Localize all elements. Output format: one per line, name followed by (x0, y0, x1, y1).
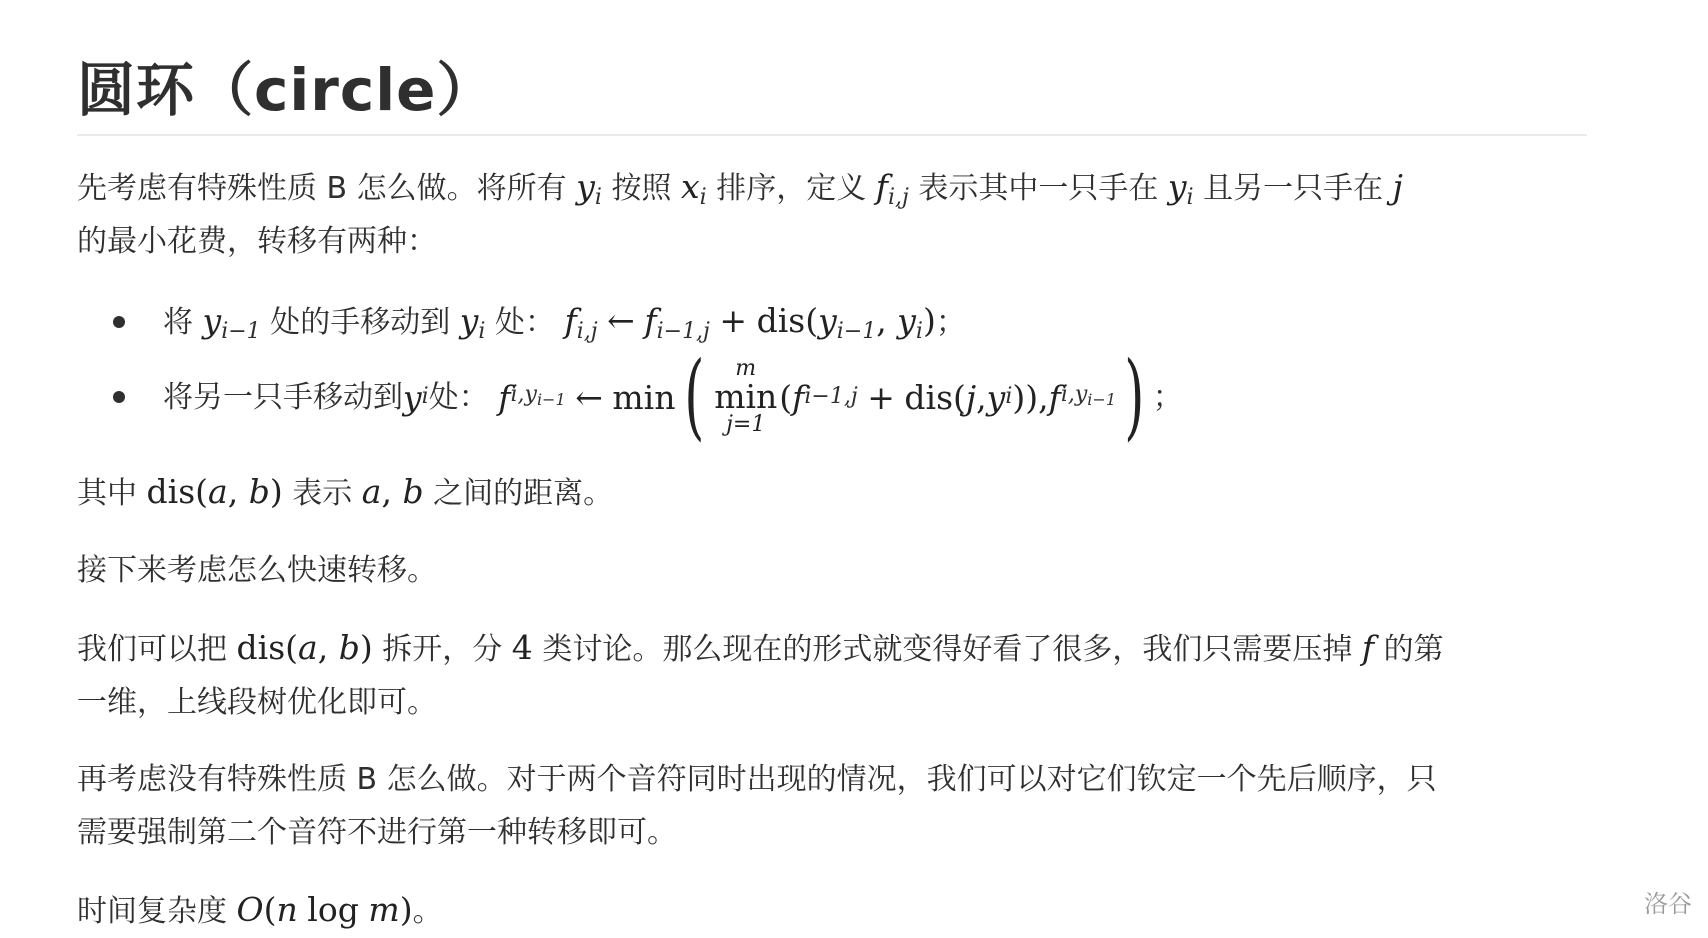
text: 排序，定义 (706, 171, 876, 206)
math-sub-i: i (1186, 185, 1194, 210)
math-x: x (680, 167, 700, 206)
text: 我们可以把 (77, 632, 237, 667)
math-paren: ) (399, 890, 413, 929)
text: 时间复杂度 (77, 894, 237, 929)
math-sub (1060, 381, 1116, 409)
math-comma: , (1038, 377, 1049, 417)
paragraph-intro (77, 160, 1587, 268)
math-plus: + (719, 301, 748, 340)
text: 按照 (601, 171, 681, 206)
math-comma: , (381, 472, 403, 511)
math-sub: i−1 (836, 319, 877, 344)
paragraph-complexity (77, 883, 1587, 938)
bullet-dot (113, 391, 125, 403)
math-f: f (644, 301, 657, 340)
text: 表示 (282, 476, 362, 511)
paragraph-fast-transition: 接下来考虑怎么快速转移。 (77, 553, 437, 588)
math-f: f (564, 301, 577, 340)
section-title: 圆环（circle） (77, 56, 496, 124)
math-arrow: ← (607, 301, 635, 340)
math-y: y (459, 301, 479, 340)
math-f: f (875, 167, 888, 206)
math-j: j (965, 377, 977, 417)
math-m: m (368, 890, 400, 929)
math-f: f (1048, 377, 1061, 417)
text: 之间的距离。 (423, 476, 614, 511)
math-y: y (818, 301, 837, 340)
math-paren: ) (1025, 377, 1039, 417)
math-sub: i−1,j (656, 319, 710, 344)
list-item-transition-2: 将另一只手移动到 y i 处： f $i,y_{i-1}$ ← min ( m min j=1 ( f i−1,j + dis ( j , y i ) ) , f $i,y_{i-1}$ ) ； (113, 351, 1587, 443)
math-paren: ( (285, 628, 299, 667)
math-paren: ) (922, 301, 936, 340)
text: 处： (485, 305, 555, 340)
math-dis: dis (236, 628, 286, 667)
paragraph-without-property-b (77, 753, 1587, 859)
math-a: a (208, 472, 228, 511)
math-y: y (1167, 167, 1187, 206)
text: 处： (428, 379, 489, 415)
math-comma: , (876, 301, 898, 340)
math-log: log (307, 890, 359, 929)
text: 再考虑没有特殊性质 B 怎么做。对于两个音符同时出现的情况，我们可以对它们钦定一个先后顺序，只 (77, 762, 1437, 797)
math-big-paren-left: ( (683, 342, 704, 451)
math-dis: dis (146, 472, 196, 511)
math-b: b (338, 628, 360, 667)
math-comma: , (227, 472, 249, 511)
math-paren: ) (359, 628, 373, 667)
text: 且另一只手在 (1193, 171, 1393, 206)
math-paren: ( (195, 472, 209, 511)
math-a: a (361, 472, 382, 511)
math-y: y (986, 377, 1006, 417)
math-paren: ( (263, 890, 277, 929)
math-sub-i: i (699, 185, 707, 210)
article (77, 0, 1587, 938)
math-four: 4 (511, 628, 533, 667)
math-paren: ) (269, 472, 283, 511)
math-y: y (897, 301, 916, 340)
text: 将另一只手移动到 (163, 379, 403, 415)
text: 类讨论。那么现在的形式就变得好看了很多，我们只需要压掉 (532, 632, 1362, 667)
math-arrow: ← (575, 377, 603, 417)
title-divider (77, 134, 1587, 136)
math-semicolon: ； (1152, 379, 1183, 415)
math-comma: , (317, 628, 339, 667)
math-f: f (498, 377, 511, 417)
text: 先考虑有特殊性质 B 怎么做。将所有 (77, 171, 577, 206)
text: 表示其中一只手在 (908, 171, 1168, 206)
text: 的最小花费，转移有两种： (77, 224, 437, 259)
text: 其中 (77, 476, 147, 511)
math-comma: , (976, 377, 987, 417)
math-bigO: O (236, 890, 264, 929)
math-sub (510, 381, 566, 409)
math-a: a (298, 628, 318, 667)
math-sub: i (478, 319, 486, 344)
text: 的第 (1374, 632, 1444, 667)
paragraph-segment-tree (77, 621, 1587, 729)
math-paren: ( (953, 377, 966, 417)
math-sub-i: i (594, 185, 602, 210)
bullet-dot (113, 316, 125, 328)
math-dis: dis (904, 377, 954, 417)
math-j: j (1392, 167, 1403, 206)
math-subsub: i−1 (1087, 389, 1116, 409)
math-f: f (1361, 628, 1375, 667)
list-item-transition-1 (113, 294, 1587, 349)
math-min-operator (714, 358, 777, 436)
math-upper-limit: m (735, 356, 757, 381)
math-semicolon: ； (935, 305, 966, 340)
math-y: y (403, 377, 422, 417)
math-lower-limit: j=1 (726, 412, 766, 437)
math-paren: ) (1012, 377, 1026, 417)
math-subsub: i−1 (536, 389, 566, 409)
math-sub: i (915, 319, 923, 344)
math-paren: ( (805, 301, 819, 340)
math-dis: dis (756, 301, 806, 340)
math-sub: i,j (576, 319, 598, 344)
math-b: b (402, 472, 424, 511)
math-min: min (714, 377, 778, 416)
math-plus: + (867, 377, 895, 417)
text: 一维，上线段树优化即可。 (77, 685, 437, 720)
text: 。 (412, 894, 443, 929)
math-paren: ( (779, 377, 793, 417)
math-n: n (276, 890, 298, 929)
paragraph-dis-definition (77, 465, 1587, 520)
math-f: f (792, 377, 805, 417)
luogu-watermark: 洛谷 (1644, 890, 1692, 918)
math-sub-text: i,y (1060, 381, 1088, 407)
math-y: y (576, 167, 595, 206)
math-sub: i−1 (221, 319, 261, 344)
text: 拆开，分 (372, 632, 512, 667)
math-big-paren-right: ) (1124, 342, 1145, 451)
text: 将 (163, 305, 203, 340)
math-y: y (202, 301, 222, 340)
math-sub-text: i,y (510, 381, 537, 407)
math-b: b (248, 472, 270, 511)
math-min: min (612, 377, 676, 417)
text: 需要强制第二个音符不进行第一种转移即可。 (77, 815, 677, 850)
math-sub-ij: i,j (887, 185, 909, 210)
transition-list (77, 294, 1587, 451)
text: 处的手移动到 (260, 305, 460, 340)
